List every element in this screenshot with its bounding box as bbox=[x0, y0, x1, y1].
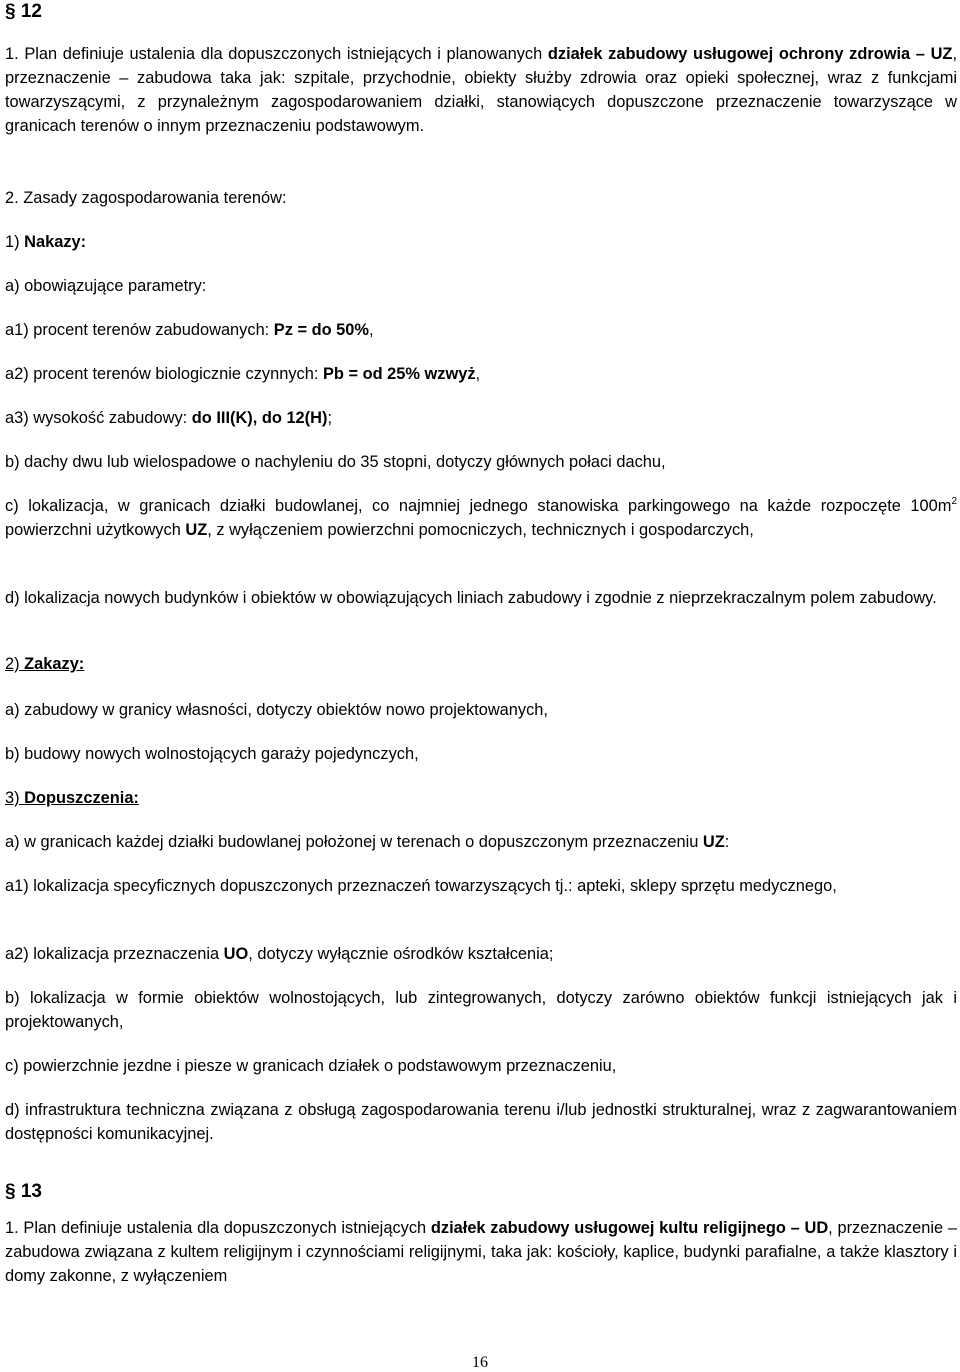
paragraph-12-2: 2. Zasady zagospodarowania terenów: bbox=[5, 189, 287, 207]
list-heading-nakazy: 1) Nakazy: bbox=[5, 233, 87, 251]
list-item-dopuszczenia-b: b) lokalizacja w formie obiektów wolnostojących, lub zintegrowanych, dotyczy zarówno obiektów funkcji istniejących jak i projektowanych, bbox=[5, 989, 957, 1031]
list-item-a: a) obowiązujące parametry: bbox=[5, 277, 207, 295]
list-item-dopuszczenia-c: c) powierzchnie jezdne i piesze w granicach działek o podstawowym przeznaczeniu, bbox=[5, 1057, 617, 1075]
list-item-dopuszczenia-a: a) w granicach każdej działki budowlanej położonej w terenach o dopuszczonym przeznaczeniu UZ: bbox=[5, 833, 730, 851]
section-heading-12: § 12 bbox=[5, 1, 42, 22]
term-uz: działek zabudowy usługowej ochrony zdrowia – UZ bbox=[547, 45, 953, 63]
list-item-zakazy-b: b) budowy nowych wolnostojących garaży pojedynczych, bbox=[5, 745, 419, 763]
list-item-dopuszczenia-d: d) infrastruktura techniczna związana z obsługą zagospodarowania terenu i/lub jednostki strukturalnej, wraz z zagwarantowaniem dostępności komunikacyjnej. bbox=[5, 1101, 957, 1143]
list-item-dopuszczenia-a2: a2) lokalizacja przeznaczenia UO, dotyczy wyłącznie ośrodków kształcenia; bbox=[5, 945, 554, 963]
list-heading-zakazy: 2) Zakazy: bbox=[5, 655, 85, 673]
section-heading-13: § 13 bbox=[5, 1181, 42, 1202]
term-ud: działek zabudowy usługowej kultu religijnego – UD bbox=[430, 1219, 829, 1237]
page-number: 16 bbox=[472, 1354, 488, 1371]
paragraph-13-1: 1. Plan definiuje ustalenia dla dopuszczonych istniejących działek zabudowy usługowej kultu religijnego – UD, przeznaczenie – zabudowa związana z kultem religijnym i czynnościami religijnymi, taka jak: kościoły, kaplice, budynki parafialne, a także klasztory i domy zakonne, z wyłączeniem bbox=[5, 1219, 957, 1285]
list-item-a3: a3) wysokość zabudowy: do III(K), do 12(H); bbox=[5, 409, 332, 427]
list-item-dopuszczenia-a1: a1) lokalizacja specyficznych dopuszczonych przeznaczeń towarzyszących tj.: apteki, sklepy sprzętu medycznego, bbox=[5, 877, 837, 895]
list-item-a2: a2) procent terenów biologicznie czynnych: Pb = od 25% wzwyż, bbox=[5, 365, 481, 383]
list-item-c: c) lokalizacja, w granicach działki budowlanej, co najmniej jednego stanowiska parkingowego na każde rozpoczęte $100m^2$ powierzchni użytkowych UZ, z wyłączeniem powierzchni pomocniczych, technicznych i gospodarczych, bbox=[5, 495, 957, 539]
list-item-d: d) lokalizacja nowych budynków i obiektów w obowiązujących liniach zabudowy i zgodnie z nieprzekraczalnym polem zabudowy. bbox=[5, 589, 937, 607]
list-item-a1: a1) procent terenów zabudowanych: Pz = do 50%, bbox=[5, 321, 374, 339]
list-item-b: b) dachy dwu lub wielospadowe o nachyleniu do 35 stopni, dotyczy głównych połaci dachu, bbox=[5, 453, 666, 471]
list-item-zakazy-a: a) zabudowy w granicy własności, dotyczy obiektów nowo projektowanych, bbox=[5, 701, 548, 719]
paragraph-12-1: 1. Plan definiuje ustalenia dla dopuszczonych istniejących i planowanych działek zabudowy usługowej ochrony zdrowia – UZ, przeznaczenie – zabudowa taka jak: szpitale, przychodnie, obiekty służby zdrowia oraz opieki społecznej, wraz z funkcjami towarzyszącymi, z przynależnym zagospodarowaniem działki, stanowiących dopuszczone przeznaczenie towarzyszące w granicach terenów o innym przeznaczeniu podstawowym. bbox=[5, 45, 957, 135]
list-heading-dopuszczenia: 3) Dopuszczenia: bbox=[5, 789, 139, 807]
